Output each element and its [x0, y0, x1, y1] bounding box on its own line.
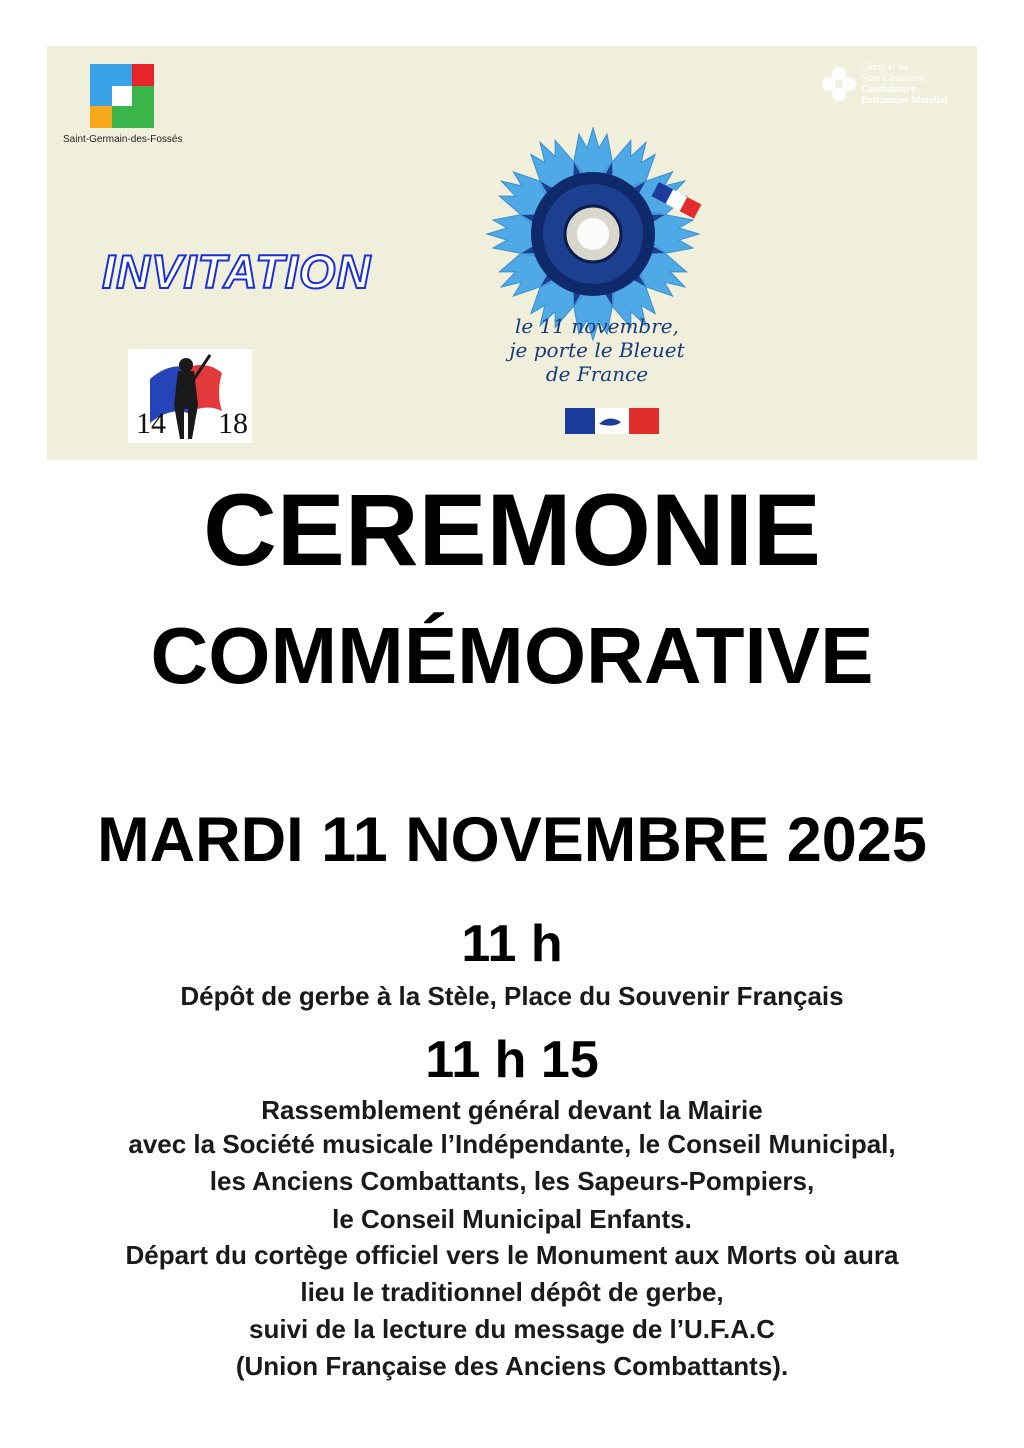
cluny-line: Patrimoine Mondial [861, 95, 948, 106]
ceremony-title: CEREMONIE [203, 473, 821, 587]
slogan-line: de France [545, 362, 649, 386]
ceremony-subtitle: COMMÉMORATIVE [150, 611, 874, 700]
schedule-description: Dépôt de gerbe à la Stèle, Place du Souvenir Français [180, 981, 844, 1011]
cluny-line: Sites Clunisiens [861, 73, 926, 84]
cluny-line: Cluny et les [861, 62, 909, 73]
town-logo [90, 64, 154, 128]
schedule-time-2: 11 h 15 [425, 1031, 599, 1089]
event-date: MARDI 11 NOVEMBRE 2025 [97, 805, 927, 875]
schedule-time-1: 11 h [461, 915, 563, 973]
schedule-description: (Union Française des Anciens Combattants). [235, 1351, 789, 1381]
header-banner [47, 46, 977, 460]
slogan-line: le 11 novembre, [515, 314, 679, 338]
schedule-description: lieu le traditionnel dépôt de gerbe, [300, 1277, 724, 1307]
schedule-description: le Conseil Municipal Enfants. [332, 1204, 692, 1234]
schedule-description: Départ du cortège officiel vers le Monument aux Morts où aura [125, 1240, 899, 1270]
cluny-text [861, 62, 947, 106]
schedule-description: avec la Société musicale l’Indépendante, le Conseil Municipal, [128, 1129, 896, 1159]
ww1-year-end: 18 [218, 407, 248, 440]
invitation-heading: INVITATION [102, 245, 372, 298]
schedule-description: suivi de la lecture du message de l’U.F.A.C [249, 1314, 775, 1344]
schedule-description: les Anciens Combattants, les Sapeurs-Pompiers, [209, 1166, 815, 1196]
town-name: Saint-Germain-des-Fossés [63, 134, 183, 145]
ww1-year-start: 14 [136, 407, 166, 440]
slogan-line: je porte le Bleuet [509, 338, 685, 362]
cluny-line: Candidature [861, 84, 916, 95]
bleuet-slogan [487, 314, 707, 386]
cluny-flower-icon [819, 64, 859, 104]
ww1-emblem [128, 349, 252, 443]
cluny-logo [819, 60, 979, 116]
marianne-flag-icon [565, 408, 659, 434]
schedule-description: Rassemblement général devant la Mairie [261, 1095, 763, 1125]
